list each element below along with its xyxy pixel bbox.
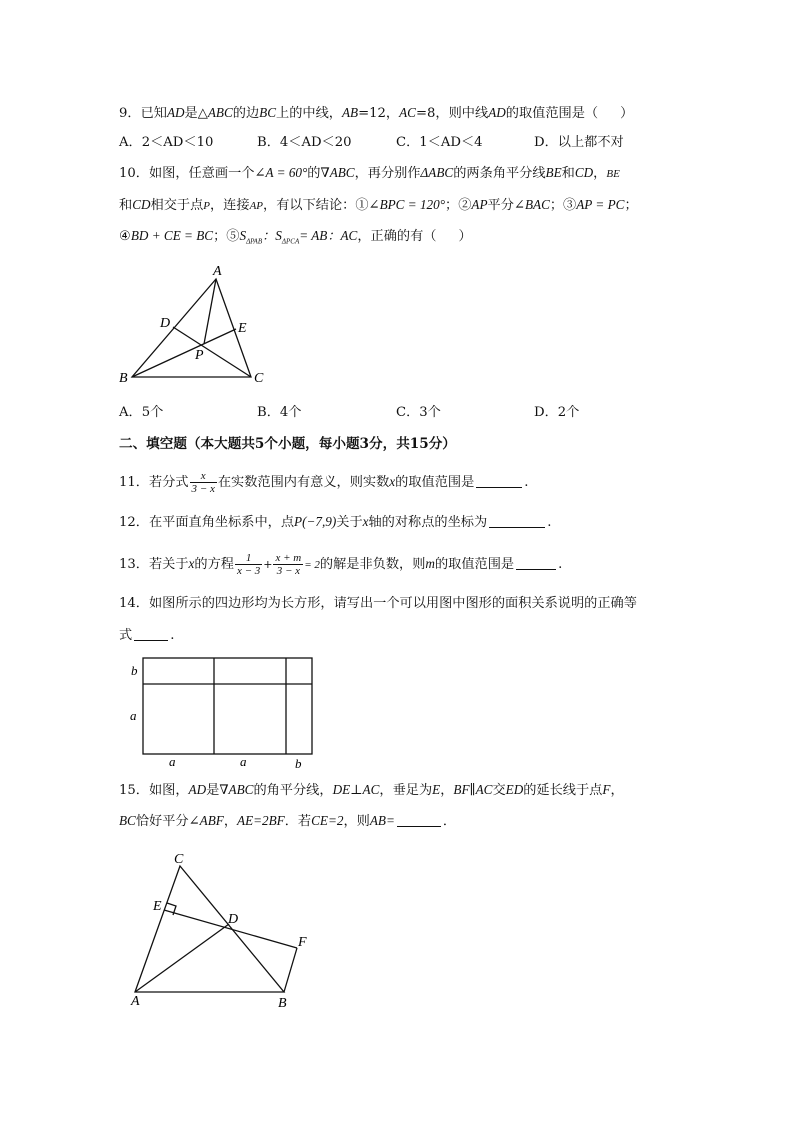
q14-rectangle-figure — [125, 652, 325, 774]
section-2-heading: 二、填空题（本大题共5个小题，每小题3分，共15分） — [119, 436, 456, 452]
q11-fraction: $\frac{x}{3 - x}$ — [191, 470, 215, 495]
label-f: F — [298, 935, 307, 950]
q10-line-1: 10．如图，任意画一个∠A = 60°的∇ABC，再分别作ΔABC的两条角平分线BE和CD，BE — [119, 165, 620, 181]
label-b: B — [119, 371, 128, 386]
q15-answer-blank[interactable] — [397, 813, 441, 827]
triangle-abc — [132, 279, 251, 377]
label-a-bottom-1: a — [169, 754, 176, 769]
q15-line-1: 15．如图，AD是∇ABC的角平分线，DE⊥AC，垂足为E，BF∥AC交ED的延长线于点F， — [119, 782, 624, 798]
q10-option-b: B．4个 — [257, 405, 302, 420]
label-a-bottom-2: a — [240, 754, 247, 769]
label-a: A — [131, 994, 140, 1009]
q10-option-c: C．3个 — [396, 405, 441, 420]
label-d: D — [228, 912, 239, 927]
label-d: D — [160, 316, 171, 331]
q10-line-2: 和CD相交于点P，连接AP，有以下结论：①∠BPC = 120°；②AP平分∠BAC；③AP = PC； — [119, 197, 638, 213]
label-b-bottom: b — [295, 756, 302, 771]
q9-option-a: A．2＜AD＜10 — [119, 135, 214, 150]
q9-option-d: D．以上都不对 — [534, 135, 624, 150]
q10-option-a: A．5个 — [119, 405, 164, 420]
q9-option-c: C．1＜AD＜4 — [396, 135, 483, 150]
q12-answer-blank[interactable] — [489, 514, 545, 528]
q13-fraction-1: $\frac{1}{x - 3}$ — [236, 552, 261, 577]
q11-answer-blank[interactable] — [476, 474, 522, 488]
q11-stem: 11．若分式 $\frac{x}{3 - x}$ 在实数范围内有意义，则实数x的取值范围是 . — [119, 470, 529, 495]
label-b: B — [278, 996, 287, 1011]
q15-line-2: BC恰好平分∠ABF，AE=2BF．若CE=2，则AB= ． — [119, 813, 457, 829]
q14-line-1: 14．如图所示的四边形均为长方形，请写出一个可以用图中图形的面积关系说明的正确等 — [119, 596, 637, 611]
label-a-left: a — [130, 708, 137, 723]
q10-line-3: ④BD + CE = BC；$⑤S_{\Delta PAB}$：$S_{\Delta PCA}=$ AB：AC，正确的有（ ） — [119, 228, 472, 246]
bisector-ad — [135, 924, 229, 992]
label-c: C — [174, 852, 184, 867]
q13-stem: 13．若关于x的方程 $\frac{1}{x - 3}$ + $\frac{x + m}{3 - x}$ = 2的解是非负数，则m的取值范围是 . — [119, 552, 563, 577]
bisector-be — [132, 329, 236, 377]
label-b-left: b — [131, 663, 138, 678]
q10-triangle-figure — [110, 258, 280, 392]
label-e: E — [153, 899, 162, 914]
triangle-abc — [135, 866, 284, 992]
label-c: C — [254, 371, 264, 386]
q10-option-d: D．2个 — [534, 405, 580, 420]
segment-bf — [284, 948, 297, 992]
label-e: E — [238, 321, 247, 336]
segment-ap — [204, 279, 216, 344]
q13-fraction-2: $\frac{x + m}{3 - x}$ — [275, 552, 302, 577]
label-p: P — [195, 348, 204, 363]
label-a: A — [213, 264, 222, 279]
q9-stem: 9．已知AD是△ABC的边BC上的中线，AB=12，AC=8，则中线AD的取值范围是（ ） — [119, 105, 634, 121]
q14-answer-blank[interactable] — [134, 627, 168, 641]
q12-stem: 12．在平面直角坐标系中，点P(−7,9)关于x轴的对称点的坐标为 . — [119, 514, 552, 530]
q13-answer-blank[interactable] — [516, 556, 556, 570]
q14-line-2: 式 . — [119, 628, 175, 643]
q15-geometry-figure — [118, 846, 328, 1014]
q9-option-b: B．4＜AD＜20 — [257, 135, 352, 150]
